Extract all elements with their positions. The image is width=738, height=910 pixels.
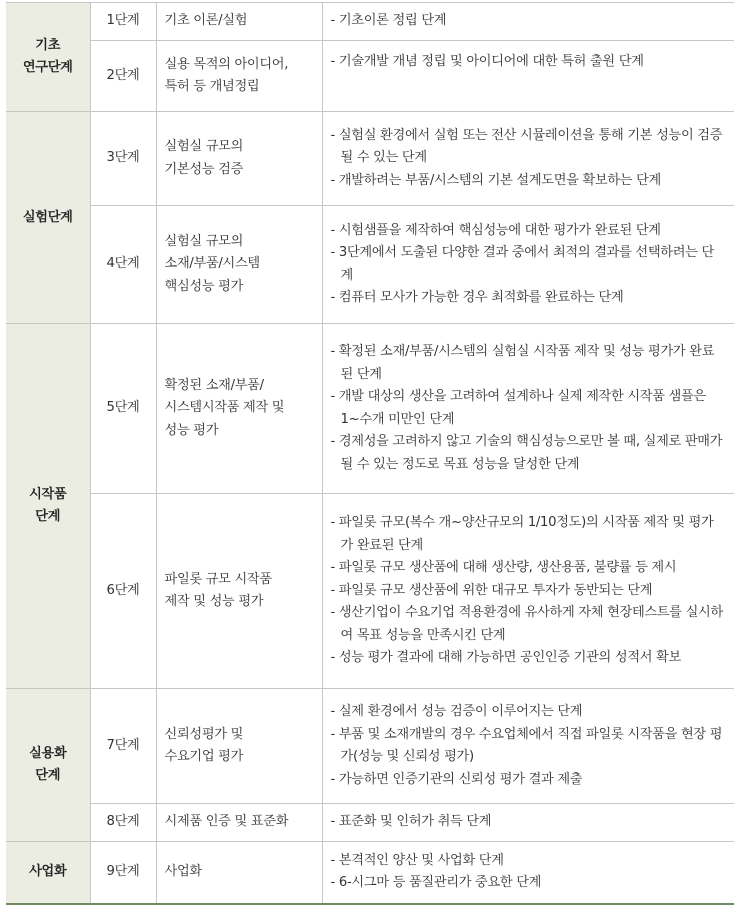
stage-label: 시작품 단계 (29, 487, 67, 524)
table-row (6, 842, 734, 904)
title-text: 시제품 인증 및 표준화 (164, 814, 289, 830)
detail-cell (322, 41, 734, 112)
detail-cell (322, 689, 734, 804)
detail-cell (322, 804, 734, 842)
detail-item: - 기초이론 정립 단계 (330, 13, 447, 29)
detail-item: - 개발 대상의 생산을 고려하여 설계하나 실제 제작한 시작품 샘플은 1~수개 미만인 단계 (330, 389, 706, 427)
stage-cell (6, 842, 90, 904)
title-cell (156, 41, 322, 112)
detail-item: - 경제성을 고려하지 않고 기술의 핵심성능으로만 볼 때, 실제로 판매가 될 수 있는 정도로 목표 성능을 달성한 단계 (330, 434, 723, 472)
title-cell (156, 324, 322, 494)
stage-cell (6, 112, 90, 324)
detail-item: - 실험실 환경에서 실험 또는 전산 시뮬레이션을 통해 기본 성능이 검증될 수 있는 단계 (330, 127, 723, 166)
stage-cell (6, 689, 90, 842)
detail-item: - 부품 및 소재개발의 경우 수요업체에서 직접 파일롯 시작품을 현장 평가(성능 및 신뢰성 평가) (330, 726, 723, 764)
title-text: 실험실 규모의 기본성능 검증 (164, 139, 244, 177)
stage-label: 실험단계 (22, 209, 73, 225)
title-text: 파일롯 규모 시작품 제작 및 성능 평가 (164, 571, 272, 609)
detail-item: - 6-시그마 등 품질관리가 중요한 단계 (330, 875, 542, 891)
detail-item: - 성능 평가 결과에 대해 가능하면 공인인증 기관의 성적서 확보 (330, 650, 681, 666)
detail-item: - 기술개발 개념 정립 및 아이디어에 대한 특허 출원 단계 (330, 54, 644, 69)
detail-item: - 생산기업이 수요기업 적용환경에 유사하게 자체 현장테스트를 실시하여 목표 성능을 만족시킨 단계 (330, 605, 723, 643)
table-row (6, 324, 734, 494)
detail-cell (322, 3, 734, 41)
title-cell (156, 494, 322, 689)
level-cell: 3단계 (90, 112, 156, 206)
level-cell: 2단계 (90, 41, 156, 112)
detail-cell (322, 494, 734, 689)
title-text: 기초 이론/실험 (164, 13, 248, 29)
title-text: 실용 목적의 아이디어, 특허 등 개념정립 (164, 56, 289, 94)
stage-cell (6, 324, 90, 689)
stage-label: 사업화 (29, 864, 67, 880)
trl-table (6, 2, 734, 905)
level-cell: 6단계 (90, 494, 156, 689)
table-row (6, 41, 734, 112)
table-row (6, 804, 734, 842)
trl-table-body (6, 3, 734, 904)
table-row (6, 206, 734, 324)
detail-item: - 실제 환경에서 성능 검증이 이루어지는 단계 (330, 704, 583, 719)
table-row (6, 689, 734, 804)
title-text: 확정된 소재/부품/ 시스템시작품 제작 및 성능 평가 (164, 377, 285, 438)
detail-item: - 파일롯 규모 생산품에 위한 대규모 투자가 동반되는 단계 (330, 582, 653, 598)
stage-label: 기초 연구단계 (22, 38, 73, 75)
detail-cell (322, 842, 734, 904)
title-cell (156, 112, 322, 206)
title-text: 신뢰성평가 및 수요기업 평가 (164, 726, 244, 764)
detail-item: - 표준화 및 인허가 취득 단계 (330, 814, 492, 830)
table-row (6, 3, 734, 41)
level-cell: 1단계 (90, 3, 156, 41)
detail-item: - 3단계에서 도출된 다양한 결과 중에서 최적의 결과를 선택하려는 단계 (330, 245, 714, 283)
detail-cell (322, 112, 734, 206)
level-cell: 4단계 (90, 206, 156, 324)
title-cell (156, 206, 322, 324)
detail-cell (322, 206, 734, 324)
level-cell: 5단계 (90, 324, 156, 494)
title-cell (156, 804, 322, 842)
stage-cell (6, 3, 90, 112)
detail-item: - 파일롯 규모 생산품에 대해 생산량, 생산용품, 불량률 등 제시 (330, 560, 677, 576)
level-cell: 7단계 (90, 689, 156, 804)
level-cell: 9단계 (90, 842, 156, 904)
detail-item: - 시험샘플을 제작하여 핵심성능에 대한 평가가 완료된 단계 (330, 222, 661, 238)
title-cell (156, 689, 322, 804)
level-cell: 8단계 (90, 804, 156, 842)
detail-item: - 본격적인 양산 및 사업화 단계 (330, 852, 504, 868)
detail-item: - 파일롯 규모(복수 개~양산규모의 1/10정도)의 시작품 제작 및 평가가 완료된 단계 (330, 515, 714, 553)
title-cell (156, 842, 322, 904)
detail-cell (322, 324, 734, 494)
stage-label: 실용화 단계 (29, 746, 67, 783)
title-cell (156, 3, 322, 41)
title-text: 실험실 규모의 소재/부품/시스템 핵심성능 평가 (164, 233, 260, 294)
table-row (6, 494, 734, 689)
detail-item: - 확정된 소재/부품/시스템의 실험실 시작품 제작 및 성능 평가가 완료된 단계 (330, 344, 715, 382)
detail-item: - 컴퓨터 모사가 가능한 경우 최적화를 완료하는 단계 (330, 290, 624, 305)
detail-item: - 개발하려는 부품/시스템의 기본 설계도면을 확보하는 단계 (330, 172, 661, 188)
table-row (6, 112, 734, 206)
title-text: 사업화 (164, 864, 202, 879)
detail-item: - 가능하면 인증기관의 신뢰성 평가 결과 제출 (330, 771, 583, 787)
